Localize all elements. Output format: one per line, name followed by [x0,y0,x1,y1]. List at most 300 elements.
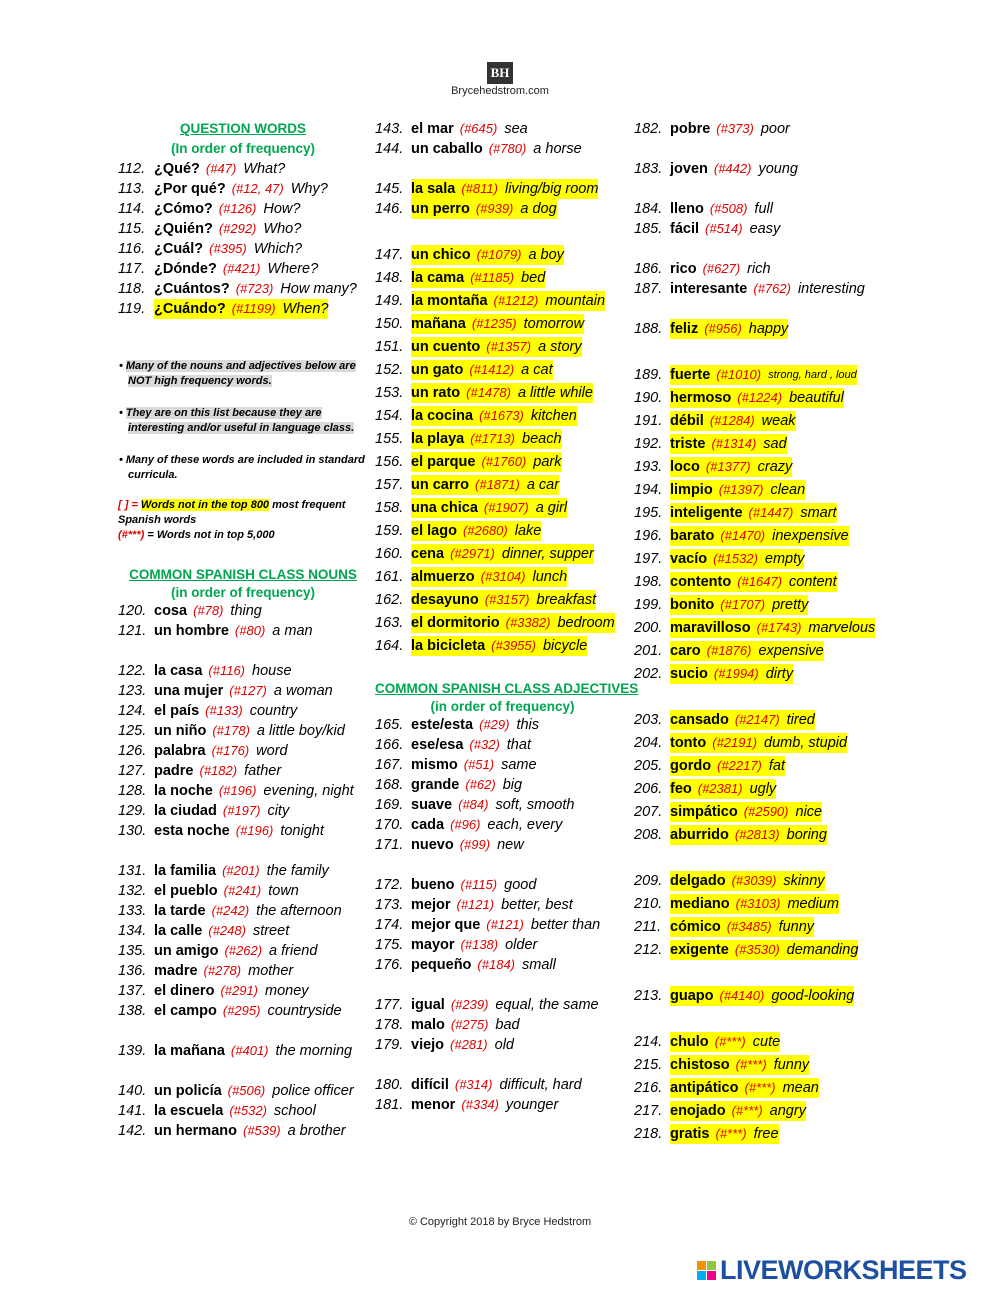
vocab-frequency: (#956) [704,319,749,339]
nouns-subheading: (in order of frequency) [170,585,315,600]
vocab-number: 146. [375,201,404,217]
vocab-frequency: (#3955) [491,636,543,656]
vocab-translation: house [252,663,292,679]
vocab-word: interesante [670,281,748,297]
vocab-item [375,452,630,472]
vocab-word: feo [670,779,698,799]
vocab-frequency: (#3157) [485,590,537,610]
vocab-frequency: (#126) [218,201,257,216]
vocab-translation: bed [521,270,546,286]
vocab-number: 192. [634,436,663,452]
vocab-item [375,715,630,735]
vocab-frequency: (#334) [461,1097,499,1112]
vocab-number: 173. [375,897,404,913]
vocab-number: 124. [118,703,147,719]
vocab-word: una chica [411,498,484,518]
vocab-item [634,986,896,1006]
vocab-frequency: (#138) [460,937,499,952]
vocab-number: 172. [375,877,404,893]
vocab-frequency: (#242) [211,903,250,918]
vocab-word: sucio [670,664,714,684]
vocab-word: madre [154,963,198,979]
vocab-number: 168. [375,777,404,793]
vocab-number: 116. [118,241,146,257]
vocab-word: mejor que [411,917,481,933]
vocab-frequency: (#239) [450,997,489,1012]
vocab-translation: What? [243,161,286,177]
vocab-word: feliz [670,319,704,339]
vocab-number: 195. [634,505,663,521]
vocab-word: gratis [670,1124,716,1144]
vocab-item [118,601,368,621]
vocab-item [634,917,896,937]
vocab-item [375,429,630,449]
vocab-frequency: (#133) [205,703,243,718]
vocab-number: 151. [375,339,404,355]
vocab-translation: dumb, stupid [764,735,848,751]
vocab-frequency: (#1412) [469,360,521,380]
vocab-translation: How many? [280,281,357,297]
vocab-word: un caballo [411,141,483,157]
vocab-frequency: (#1707) [720,595,772,615]
vocab-frequency: (#532) [229,1103,267,1118]
vocab-translation: better, best [501,897,573,913]
vocab-item [375,590,630,610]
vocab-translation: easy [749,221,781,237]
vocab-frequency: (#84) [458,797,489,812]
vocab-word: mayor [411,937,455,953]
vocab-number: 128. [118,783,147,799]
vocab-translation: a friend [269,943,318,959]
vocab-word: la bicicleta [411,636,491,656]
vocab-number: 214. [634,1034,663,1050]
vocab-number: 185. [634,221,663,237]
vocab-number: 188. [634,321,663,337]
vocab-translation: park [533,454,562,470]
vocab-translation: countryside [267,1003,342,1019]
vocab-number: 147. [375,247,404,263]
vocab-item [375,1095,630,1115]
vocab-item [118,761,368,781]
vocab-translation: clean [770,482,806,498]
vocab-word: la noche [154,783,213,799]
vocab-translation: the morning [275,1043,353,1059]
vocab-item [375,1075,630,1095]
vocab-item [375,337,630,357]
vocab-translation: fat [768,758,786,774]
vocab-frequency: (#96) [450,817,481,832]
vocab-frequency: (#2590) [744,802,796,822]
vocab-translation: a man [272,623,313,639]
vocab-item [634,733,896,753]
vocab-translation: mother [248,963,294,979]
vocab-number: 218. [634,1126,663,1142]
vocab-number: 160. [375,546,404,562]
vocab-number: 140. [118,1083,147,1099]
vocab-frequency: (#506) [227,1083,266,1098]
vocab-word: ¿Dónde? [154,261,217,277]
vocab-frequency: (#939) [476,199,521,219]
vocab-translation: thing [230,603,262,619]
vocab-frequency: (#201) [222,863,260,878]
vocab-frequency: (#121) [486,917,524,932]
vocab-frequency: (#3382) [506,613,558,633]
vocab-frequency: (#2381) [698,779,750,799]
vocab-item [118,259,368,279]
vocab-item [634,480,896,500]
vocab-frequency: (#1532) [713,549,765,569]
vocab-item [118,159,368,179]
vocab-word: un carro [411,475,475,495]
vocab-translation: a horse [533,141,582,157]
vocab-translation: same [501,757,537,773]
vocab-word: un rato [411,383,466,403]
vocab-translation: the afternoon [256,903,342,919]
vocab-translation: tonight [280,823,324,839]
vocab-translation: pretty [772,597,809,613]
vocab-number: 137. [118,983,147,999]
vocab-number: 167. [375,757,404,773]
vocab-number: 209. [634,873,663,889]
vocab-word: un policía [154,1083,222,1099]
vocab-item [375,291,630,311]
vocab-word: la familia [154,863,217,879]
vocab-translation: tired [786,712,815,728]
vocab-translation: ugly [749,781,777,797]
vocab-number: 117. [118,261,146,277]
vocab-number: 155. [375,431,404,447]
vocab-frequency: (#12, 47) [231,181,284,196]
vocab-translation: cute [752,1034,781,1050]
vocab-translation: soft, smooth [495,797,575,813]
vocab-frequency: (#2217) [717,756,769,776]
vocab-translation: the family [266,863,329,879]
vocab-item [375,314,630,334]
vocab-number: 135. [118,943,147,959]
vocab-frequency: (#291) [220,983,259,998]
vocab-item [118,1001,368,1021]
vocab-number: 184. [634,201,663,217]
vocab-item [118,681,368,701]
vocab-item [375,995,630,1015]
vocab-translation: poor [760,121,790,137]
vocab-number: 113. [118,181,146,197]
vocab-translation: older [505,937,538,953]
vocab-word: débil [670,411,710,431]
vocab-word: rico [670,261,697,277]
vocab-translation: that [506,737,531,753]
vocab-item [375,775,630,795]
vocab-word: simpático [670,802,744,822]
vocab-item [634,641,896,661]
vocab-item [634,664,896,684]
vocab-frequency: (#78) [193,603,224,618]
vocab-translation: strong, hard , loud [768,365,857,385]
vocab-number: 175. [375,937,404,953]
vocab-word: el pueblo [154,883,218,899]
vocab-word: padre [154,763,194,779]
vocab-number: 132. [118,883,147,899]
vocab-item [118,781,368,801]
vocab-translation: full [754,201,773,217]
vocab-frequency: (#292) [218,221,257,236]
vocab-frequency: (#627) [702,261,741,276]
vocab-translation: difficult, hard [499,1077,582,1093]
vocab-number: 153. [375,385,404,401]
vocab-word: fuerte [670,365,716,385]
vocab-translation: beautiful [789,390,844,406]
vocab-frequency: (#99) [459,837,491,852]
vocab-item [375,915,630,935]
vocab-word: la sala [411,179,461,199]
vocab-number: 180. [375,1077,404,1093]
vocab-number: 126. [118,743,147,759]
vocab-translation: expensive [758,643,824,659]
vocab-word: pobre [670,121,711,137]
vocab-number: 208. [634,827,663,843]
vocab-item [375,755,630,775]
vocab-number: 130. [118,823,147,839]
vocab-number: 114. [118,201,146,217]
vocab-translation: street [252,923,290,939]
vocab-frequency: (#442) [713,161,752,176]
vocab-word: limpio [670,480,719,500]
vocab-number: 150. [375,316,404,332]
vocab-frequency: (#811) [461,179,505,199]
vocab-item [634,388,896,408]
vocab-frequency: (#51) [463,757,495,772]
vocab-number: 148. [375,270,404,286]
vocab-number: 118. [118,281,146,297]
vocab-word: cena [411,544,450,564]
vocab-translation: kitchen [530,408,577,424]
vocab-word: un hermano [154,1123,237,1139]
vocab-number: 127. [118,763,147,779]
vocab-translation: funny [773,1057,810,1073]
vocab-translation: content [789,574,837,590]
vocab-word: un amigo [154,943,219,959]
vocab-item [375,268,630,288]
vocab-number: 158. [375,500,404,516]
vocab-word: la escuela [154,1103,224,1119]
vocab-item [634,279,896,299]
vocab-translation: a car [526,477,560,493]
vocab-word: exigente [670,940,735,960]
question-words-heading: QUESTION WORDS [179,121,306,136]
vocab-item [634,119,896,139]
vocab-frequency: (#47) [205,161,237,176]
vocab-translation: living/big room [504,181,599,197]
vocab-frequency: (#395) [209,241,247,256]
vocab-translation: weak [761,413,796,429]
vocab-number: 190. [634,390,663,406]
vocab-frequency: (#1224) [737,388,789,408]
vocab-word: fácil [670,221,700,237]
vocab-number: 156. [375,454,404,470]
vocab-word: un niño [154,723,207,739]
vocab-translation: Who? [263,221,302,237]
vocab-translation: happy [748,321,789,337]
vocab-translation: dirty [765,666,794,682]
vocab-number: 134. [118,923,147,939]
vocab-word: mañana [411,314,472,334]
vocab-item [118,821,368,841]
vocab-frequency: (#4140) [720,986,772,1006]
vocab-translation: evening, night [263,783,354,799]
vocab-item [634,871,896,891]
vocab-number: 183. [634,161,663,177]
vocab-translation: school [273,1103,316,1119]
liveworksheets-logo-icon [697,1261,716,1280]
vocab-item [634,1124,896,1144]
vocab-translation: a story [538,339,582,355]
vocab-word: palabra [154,743,206,759]
vocab-frequency: (#***) [716,1124,754,1144]
vocab-frequency: (#3530) [735,940,787,960]
vocab-item [634,825,896,845]
note-1: • Many of the nouns and adjectives below are NOT high frequency words. [119,360,356,387]
vocab-number: 202. [634,666,663,682]
vocab-number: 191. [634,413,663,429]
vocab-number: 123. [118,683,147,699]
vocab-word: la calle [154,923,203,939]
vocab-frequency: (#401) [230,1043,269,1058]
vocab-item [118,1041,368,1061]
vocab-item [375,119,630,139]
vocab-item [634,457,896,477]
vocab-frequency: (#32) [469,737,500,752]
vocab-frequency: (#1760) [481,452,533,472]
vocab-frequency: (#780) [488,141,527,156]
vocab-frequency: (#1079) [477,245,529,265]
vocab-frequency: (#1713) [470,429,522,449]
vocab-number: 112. [118,161,146,177]
vocab-translation: free [753,1126,779,1142]
vocab-translation: good [504,877,537,893]
vocab-item [634,779,896,799]
vocab-item [118,881,368,901]
vocab-frequency: (#3104) [481,567,533,587]
vocab-frequency: (#1185) [470,268,521,288]
vocab-number: 169. [375,797,404,813]
vocab-number: 136. [118,963,147,979]
vocab-frequency: (#1447) [749,503,801,523]
vocab-item [375,895,630,915]
vocab-item [634,159,896,179]
vocab-number: 204. [634,735,663,751]
vocab-item [634,199,896,219]
vocab-item [375,498,630,518]
liveworksheets-brand[interactable] [697,1255,967,1286]
vocab-translation: beach [522,431,562,447]
vocab-item [634,526,896,546]
vocab-frequency: (#1397) [719,480,771,500]
vocab-frequency: (#115) [460,877,498,892]
vocab-item [375,636,630,656]
vocab-number: 187. [634,281,663,297]
vocab-word: pequeño [411,957,472,973]
vocab-word: loco [670,457,706,477]
vocab-translation: equal, the same [495,997,599,1013]
vocab-word: el lago [411,521,463,541]
vocab-item [375,179,630,199]
vocab-item [634,1078,896,1098]
vocab-translation: Which? [253,241,303,257]
column-1 [118,119,368,1141]
vocab-translation: marvelous [808,620,876,636]
vocab-frequency: (#295) [222,1003,261,1018]
vocab-item [634,595,896,615]
vocab-frequency: (#508) [709,201,748,216]
vocab-item [375,735,630,755]
vocab-word: la mañana [154,1043,225,1059]
vocab-item [118,239,368,259]
vocab-item [634,894,896,914]
site-name: Brycehedstrom.com [451,85,549,97]
vocab-frequency: (#241) [223,883,262,898]
vocab-word: la montaña [411,291,494,311]
vocab-frequency: (#539) [242,1123,281,1138]
vocab-number: 161. [375,569,404,585]
vocab-item [118,941,368,961]
vocab-translation: police officer [272,1083,354,1099]
vocab-frequency: (#1647) [737,572,789,592]
vocab-frequency: (#421) [222,261,261,276]
vocab-number: 181. [375,1097,404,1113]
vocab-frequency: (#196) [218,783,257,798]
vocab-frequency: (#1199) [232,299,283,319]
vocab-frequency: (#275) [450,1017,489,1032]
vocab-translation: a cat [521,362,553,378]
vocab-word: cansado [670,710,735,730]
vocab-word: cosa [154,603,188,619]
vocab-frequency: (#***) [732,1101,770,1121]
vocab-number: 177. [375,997,404,1013]
vocab-word: difícil [411,1077,449,1093]
vocab-frequency: (#2147) [735,710,787,730]
vocab-number: 145. [375,181,404,197]
vocab-translation: a dog [520,201,557,217]
vocab-number: 212. [634,942,663,958]
vocab-word: suave [411,797,453,813]
vocab-translation: a little while [517,385,593,401]
vocab-item [118,701,368,721]
vocab-frequency: (#127) [229,683,267,698]
vocab-number: 193. [634,459,663,475]
vocab-frequency: (#1876) [707,641,759,661]
vocab-frequency: (#197) [222,803,261,818]
vocab-item [118,721,368,741]
vocab-frequency: (#182) [199,763,238,778]
vocab-word: el dormitorio [411,613,506,633]
vocab-word: la casa [154,663,203,679]
vocab-item [118,741,368,761]
vocab-frequency: (#62) [465,777,496,792]
vocab-item [118,981,368,1001]
vocab-frequency: (#1212) [494,291,546,311]
vocab-translation: country [249,703,298,719]
vocab-translation: new [497,837,524,853]
vocab-word: ¿Qué? [154,161,200,177]
vocab-translation: big [502,777,523,793]
vocab-frequency: (#116) [208,663,246,678]
vocab-item [118,801,368,821]
vocab-number: 199. [634,597,663,613]
vocab-translation: a little boy/kid [256,723,345,739]
vocab-number: 170. [375,817,404,833]
vocab-item [118,921,368,941]
vocab-frequency: (#645) [459,121,498,136]
